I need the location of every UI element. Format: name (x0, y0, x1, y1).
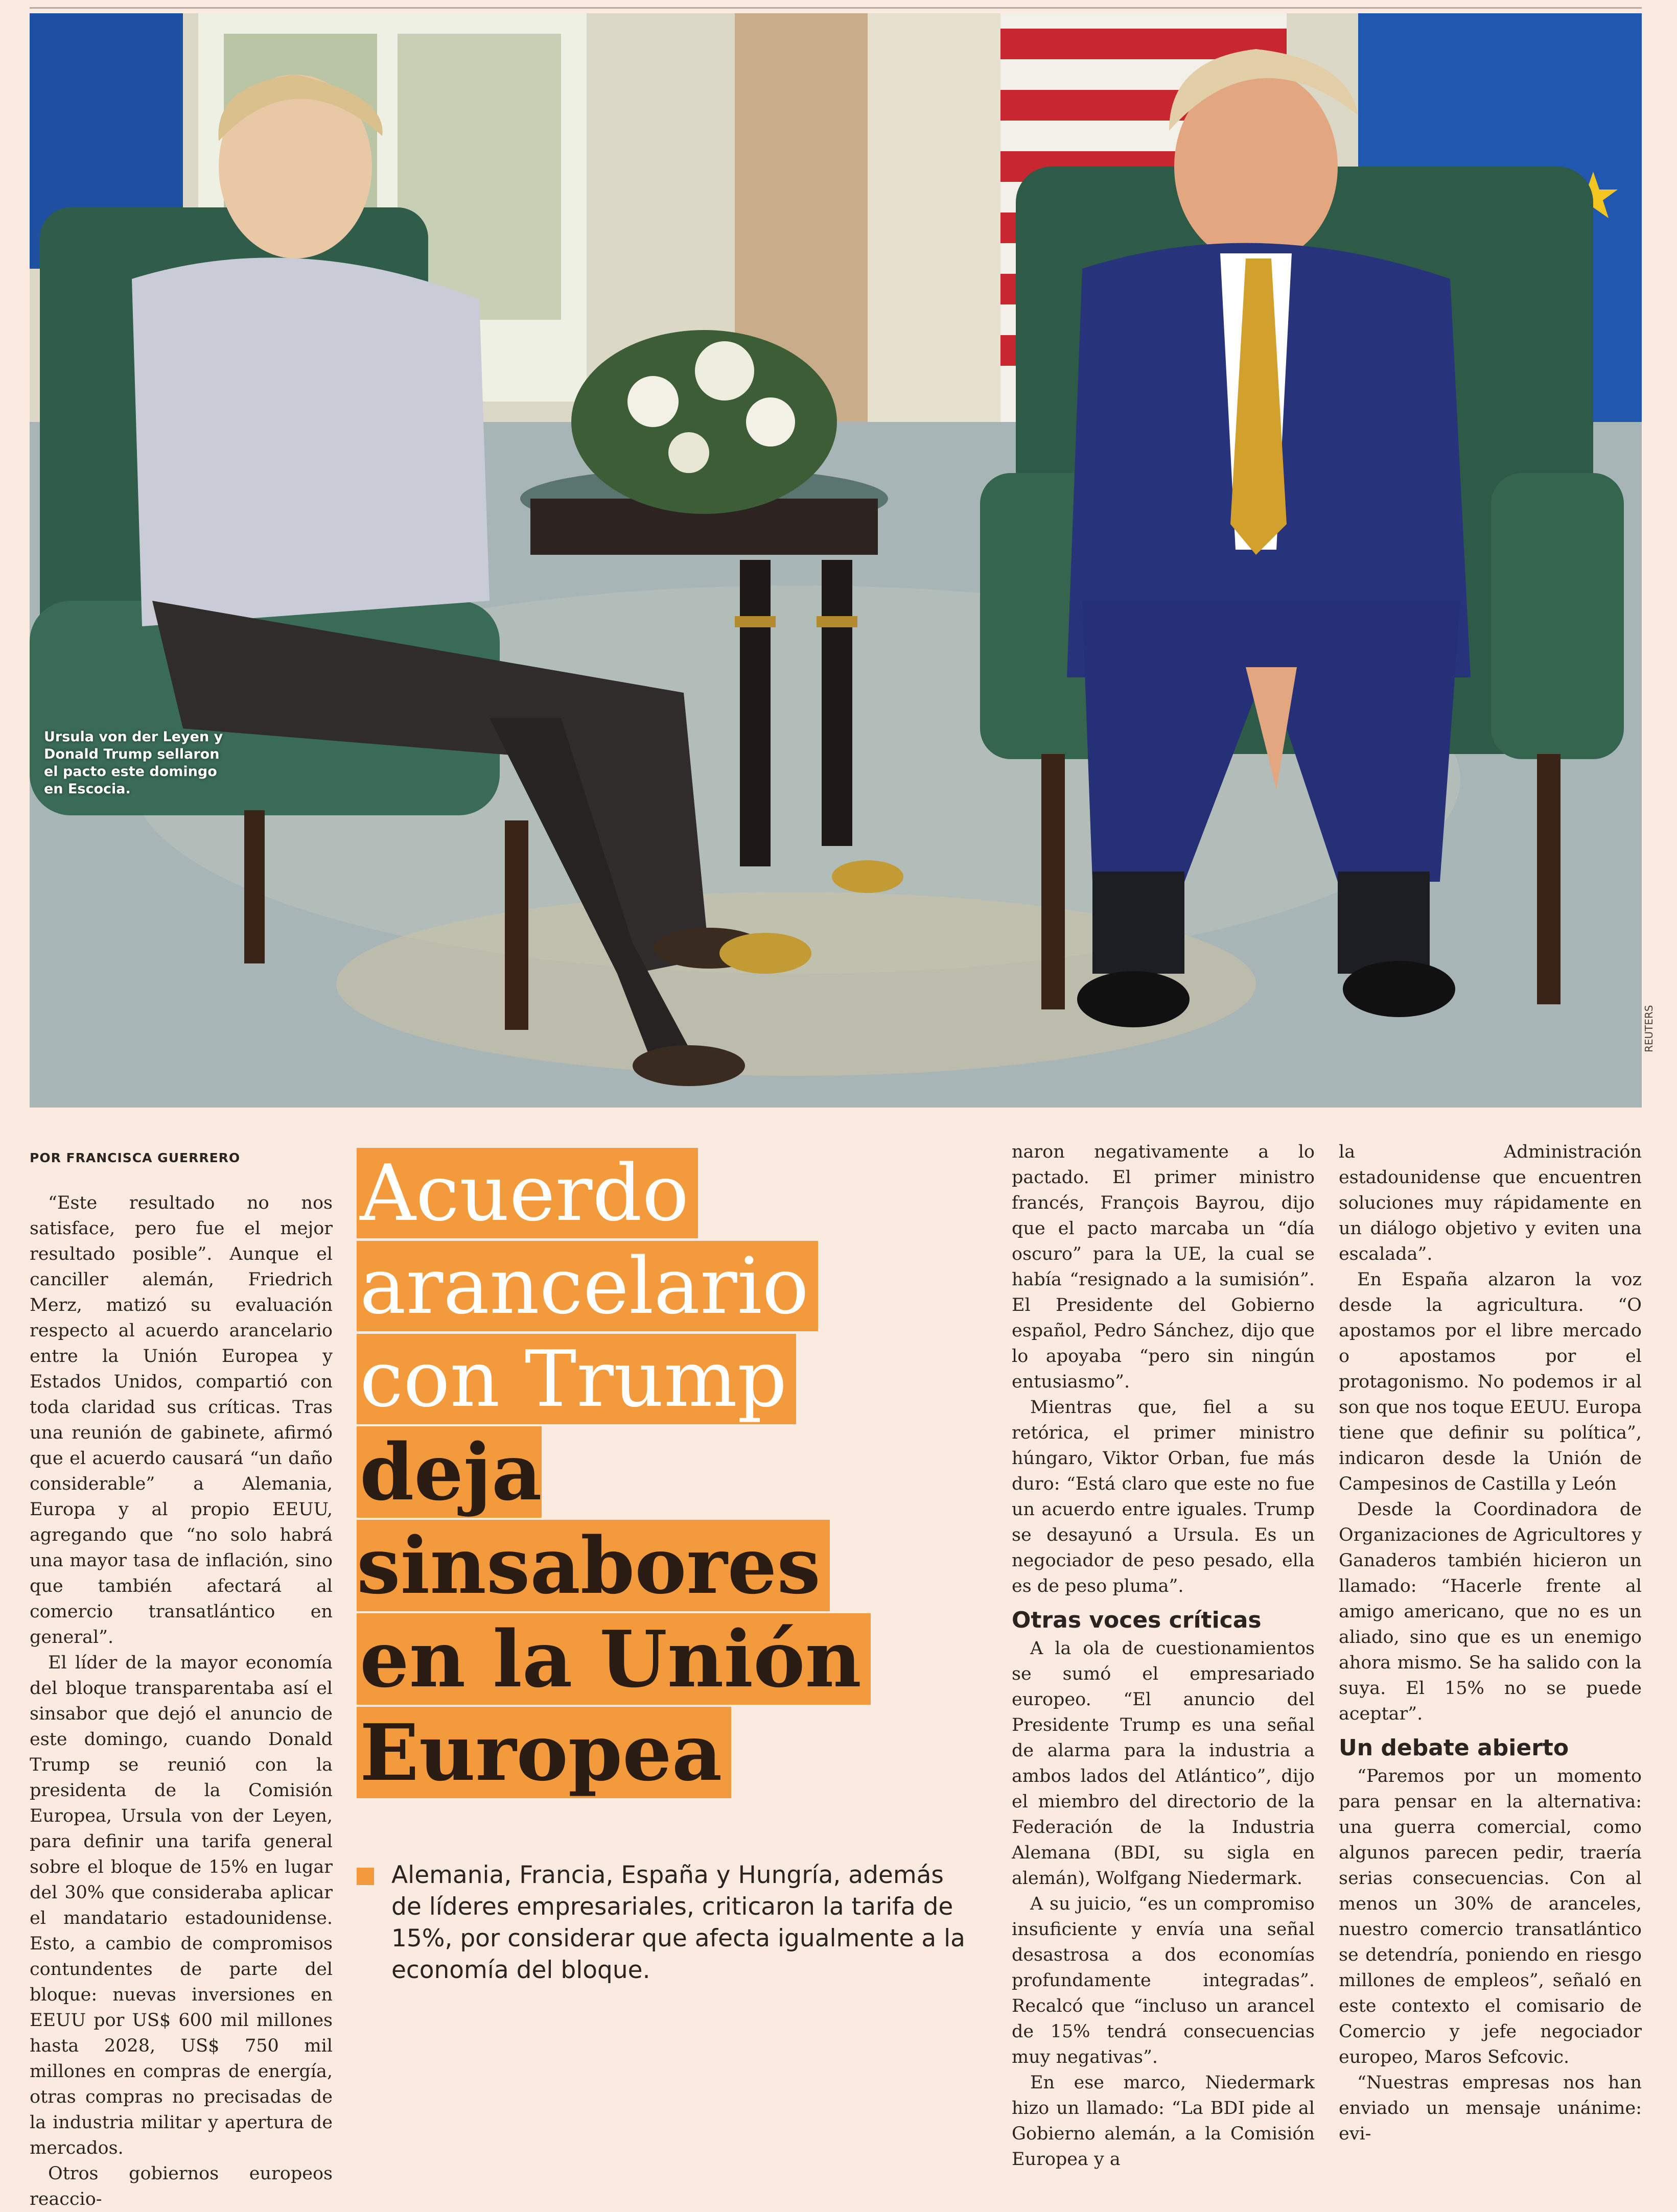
top-rule (30, 7, 1642, 9)
headline-line: Acuerdo (357, 1147, 980, 1240)
subhead: Otras voces críticas (1012, 1607, 1262, 1633)
col3-paragraph: Mientras que, fiel a su retórica, el primer ministro húngaro, Viktor Orban, fue más duro: “Está claro que este no fue un acuerdo entre iguales. Trump se desayunó a Ursula. Es un negociador de peso pesado, ella es de peso pluma”. (1012, 1397, 1315, 1596)
news-photo (30, 13, 1642, 1108)
headline (357, 1147, 980, 1800)
col3-paragraph: En ese marco, Niedermark hizo un llamado: “La BDI pide al Gobierno alemán, a la Comisión Europea y a (1012, 2073, 1315, 2170)
square-bullet-icon (357, 1868, 374, 1885)
summary-box (357, 1860, 975, 1986)
article-column-1 (30, 1190, 333, 2212)
col1-paragraph: El líder de la mayor economía del bloque transparentaba así el sinsabor que dejó el anuncio de este domingo, cuando Donald Trump se reunió con la presidenta de la Comisión Europea, Ursula von der Leyen, para definir una tarifa general sobre el bloque de 15% en lugar del 30% que consideraba aplicar el mandatario estadounidense. Esto, a cambio de compromisos contundentes de parte del bloque: nuevas inversiones en EEUU por US$ 600 mil millones hasta 2028, US$ 750 mil millones en compras de energía, otras compras no precisadas de la industria militar y apertura de mercados. (30, 1653, 333, 2158)
photo-caption: Ursula von der Leyen y Donald Trump sellaron el pacto este domingo en Escocia. (44, 729, 223, 797)
summary-text: Alemania, Francia, España y Hungría, además de líderes empresariales, criticaron la tarifa de 15%, por considerar que afecta igualmente a la economía del bloque. (391, 1861, 965, 1984)
col4-paragraph: “Nuestras empresas nos han enviado un mensaje unánime: evi- (1339, 2073, 1642, 2144)
col4-paragraph: la Administración estadounidense que encuentren soluciones muy rápidamente en un diálogo objetivo y eviten una escalada”. (1339, 1142, 1642, 1264)
col1-paragraph: “Este resultado no nos satisface, pero fue el mejor resultado posible”. Aunque el canciller alemán, Friedrich Merz, matizó su evaluación respecto al acuerdo arancelario entre la Unión Europea y Estados Unidos, compartió con toda claridad sus críticas. Tras una reunión de gabinete, afirmó que el acuerdo causará “un daño considerable” a Alemania, Europa y al propio EEUU, agregando que “no solo habrá una mayor tasa de inflación, sino que también afectará al comercio transatlántico en general”. (30, 1193, 333, 1648)
col4-paragraph: “Paremos por un momento para pensar en la alternativa: una guerra comercial, como algunos parecen pedir, traería serias consecuencias. Con al menos un 30% de aranceles, nuestro comercio transatlántico se detendría, poniendo en riesgo millones de empleos”, señaló en este contexto el comisario de Comercio y jefe negociador europeo, Maros Sefcovic. (1339, 1766, 1642, 2067)
col4-paragraph: En España alzaron la voz desde la agricultura. “O apostamos por el libre mercado o apostamos por el protagonismo. No podemos ir al son que nos toque EEUU. Europa tiene que definir su política”, indicaron desde la Unión de Campesinos de Castilla y León (1339, 1269, 1642, 1494)
col4-paragraph: Desde la Coordinadora de Organizaciones de Agricultores y Ganaderos también hicieron un llamado: “Hacerle frente al amigo americano, que no es un aliado, sino que es un enemigo ahora mismo. Se ha salido con la suya. El 15% no se puede aceptar”. (1339, 1499, 1642, 1724)
byline: POR FRANCISCA GUERRERO (30, 1150, 241, 1165)
photo-illustration (30, 13, 1642, 1108)
col3-paragraph: A la ola de cuestionamientos se sumó el empresariado europeo. “El anuncio del Presidente Trump es una señal de alarma para la industria a ambos lados del Atlántico”, dijo el miembro del directorio de la Federación de la Industria Alemana (BDI, su sigla en alemán), Wolfgang Niedermark. (1012, 1638, 1315, 1889)
headline-line: en la Unión (357, 1613, 980, 1706)
headline-line: deja sinsabores (357, 1426, 980, 1613)
subhead: Un debate abierto (1339, 1735, 1569, 1761)
headline-line: arancelario (357, 1240, 980, 1333)
headline-line: con Trump (357, 1333, 980, 1426)
article-column-3 (1012, 1139, 1315, 2172)
col3-paragraph: A su juicio, “es un compromiso insuficiente y envía una señal desastrosa a dos economías profundamente integradas”. Recalcó que “incluso un arancel de 15% tendrá consecuencias muy negativas”. (1012, 1894, 1315, 2067)
col1-paragraph: Otros gobiernos europeos reaccio- (30, 2163, 333, 2209)
article-column-4 (1339, 1139, 1642, 2147)
photo-credit: REUTERS (1643, 1005, 1655, 1052)
headline-line: Europea (357, 1706, 980, 1800)
col3-paragraph: naron negativamente a lo pactado. El primer ministro francés, François Bayrou, dijo que el pacto marcaba un “día oscuro” para la UE, la cual se había “resignado a la sumisión”. El Presidente del Gobierno español, Pedro Sánchez, dijo que lo apoyaba “pero sin ningún entusiasmo”. (1012, 1142, 1315, 1392)
